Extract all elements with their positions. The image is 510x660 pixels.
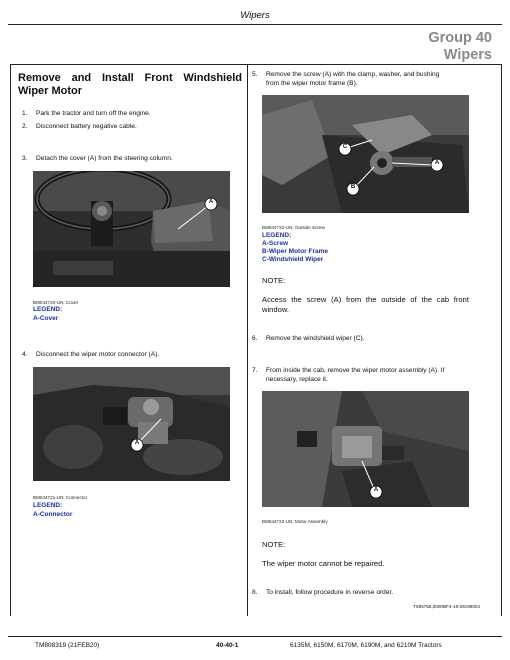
figure-connector-photo [33,367,230,481]
group-title: Wipers [443,47,492,63]
step-6 [252,335,365,344]
figure-caption: BM044720-UN: Cover [33,300,79,305]
running-header: Wipers [240,10,270,21]
step-3 [22,155,173,164]
note-text: Access the screw (A) from the outside of the cab front window. [262,295,469,314]
step-number: 3. [22,155,28,162]
step-8 [252,589,393,598]
step-5 [252,71,439,88]
step-number: 7. [252,367,258,374]
step-text-continued: necessary, replace it. [266,375,328,383]
legend-item: A-Cover [33,315,59,322]
step-text: Disconnect the wiper motor connector (A). [36,351,160,358]
legend-item: A-Connector [33,511,73,518]
figure-motor-assembly-photo [262,391,469,507]
figure-caption: BM044721-UN: Connector [33,495,88,500]
content-frame-right [501,64,502,616]
step-text: Remove the screw (A) with the clamp, washer, and bushing [266,71,440,78]
step-text-continued: from the wiper motor frame (B). [266,79,358,87]
step-text: Detach the cover (A) from the steering column. [36,155,173,162]
step-4 [22,351,159,360]
figure-cover-photo [33,171,230,287]
step-text: Disconnect battery negative cable. [36,123,137,130]
callout-b: B [350,184,356,190]
callout-c: C [342,144,348,150]
figure-caption: BM044723-UN: Motor Assembly [262,519,328,524]
step-text: Park the tractor and turn off the engine. [36,110,151,117]
step-text: To install, follow procedure in reverse order. [266,589,394,596]
step-1 [22,110,151,119]
content-frame-left [10,64,11,616]
step-number: 2. [22,123,28,130]
step-2 [22,123,137,132]
legend-title: LEGEND: [33,502,63,509]
callout-a: A [208,199,214,205]
note-text: The wiper motor cannot be repaired. [262,559,385,568]
step-number: 4. [22,351,28,358]
figure-caption: BM044722-UN: Outside Screw [262,225,325,230]
step-number: 8. [252,589,258,596]
footer-page-number: 40-40-1 [216,642,239,649]
footer-tm-number: TM808319 (21FEB20) [35,642,100,649]
header-rule [8,24,502,25]
legend-item: C-Windshield Wiper [262,256,324,263]
section-title: Remove and Install Front Windshield Wiper Motor [18,72,242,97]
legend-title: LEGEND: [262,232,292,239]
content-frame-top [10,64,502,65]
step-number: 6. [252,335,258,342]
step-number: 1. [22,110,28,117]
footer-models: 6135M, 6150M, 6170M, 6190M, and 6210M Tractors [290,642,442,649]
figure-outside-screw-photo [262,95,469,213]
callout-a: A [134,440,140,446]
legend-title: LEGEND: [33,306,63,313]
group-number: Group 40 [428,30,492,46]
callout-a: A [434,160,440,166]
column-divider [247,64,248,616]
note-label: NOTE: [262,540,286,549]
step-number: 5. [252,71,258,78]
footer-rule [8,636,502,637]
step-text: Remove the windshield wiper (C). [266,335,365,342]
note-label: NOTE: [262,276,286,285]
step-text: From inside the cab, remove the wiper motor assembly (A). If [266,367,445,374]
legend-item: A-Screw [262,240,289,247]
step-7 [252,367,444,384]
legend-item: B-Wiper Motor Frame [262,248,329,255]
callout-a: A [373,487,379,493]
document-reference: TS95758,0000BF4-19-29199004 [412,604,480,609]
